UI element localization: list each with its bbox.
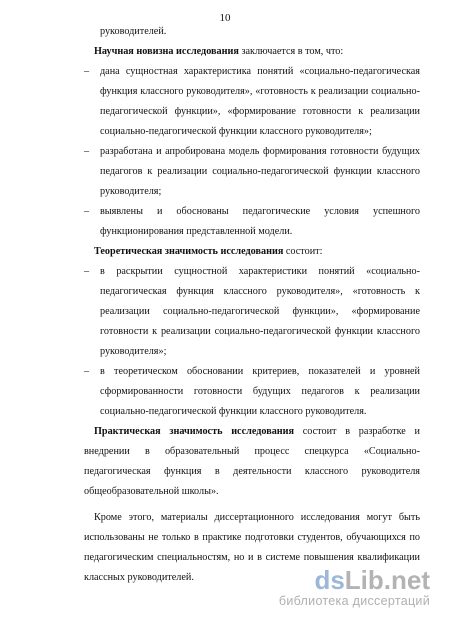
novelty-heading: Научная новизна исследования xyxy=(94,46,239,57)
final-paragraph: Кроме этого, материалы диссертационного исследования могут быть использованы не только в практике подготовки студентов, обучающихся по педагогическим специальностям, но и в системе повышения квалификации классных руководителей. xyxy=(84,512,420,583)
theory-heading: Теоретическая значимость исследования xyxy=(94,246,284,257)
theory-list-item: – в раскрытии сущностной характеристики понятий «социально-педагогическая функция классного руководителя», «готовность к реализации социально-педагогической функции», «формирование готовности к реализации социально-педагогической функции классного руководителя»; xyxy=(84,262,420,362)
paragraph-continuation: руководителей. xyxy=(100,26,167,37)
novelty-paragraph xyxy=(84,42,420,62)
novelty-list-item: – выявлены и обоснованы педагогические условия успешного функционирования представленной модели. xyxy=(84,202,420,242)
dslib-watermark xyxy=(279,567,430,608)
dash-bullet: – xyxy=(84,206,90,217)
novelty-list-item: – разработана и апробирована модель формирования готовности будущих педагогов к реализации социально-педагогической функции классного руководителя; xyxy=(84,142,420,202)
theory-list-item: – в теоретическом обосновании критериев, показателей и уровней сформированности готовности будущих педагогов к реализации социально-педагогической функции классного руководителя. xyxy=(84,362,420,422)
novelty-intro: заключается в том, что: xyxy=(238,46,344,57)
watermark-rest: Lib.net xyxy=(344,565,430,595)
page-number: 10 xyxy=(219,12,231,24)
dash-bullet: – xyxy=(84,66,90,77)
dash-bullet: – xyxy=(84,146,90,157)
practical-heading: Практическая значимость исследования xyxy=(94,426,295,437)
watermark-subtitle: библиотека диссертаций xyxy=(278,594,430,608)
dash-bullet: – xyxy=(84,366,90,377)
practical-text: состоит в разработке и внедрении в образовательный процесс спецкурса «Социально-педагогическая функция в деятельности классного руководителя общеобразовательной школы». xyxy=(84,426,420,497)
watermark-logo xyxy=(279,567,430,593)
dash-bullet: – xyxy=(84,266,90,277)
novelty-list-item: – дана сущностная характеристика понятий «социально-педагогическая функция классного руководителя», «готовность к реализации социально-педагогической функции», «формирование готовности к реализации социально-педагогической функции классного руководителя»; xyxy=(84,62,420,142)
theory-intro: состоит: xyxy=(283,246,323,257)
practical-paragraph xyxy=(84,422,420,502)
page-body xyxy=(84,22,420,588)
watermark-ds: ds xyxy=(314,565,345,595)
theory-paragraph xyxy=(84,242,420,262)
